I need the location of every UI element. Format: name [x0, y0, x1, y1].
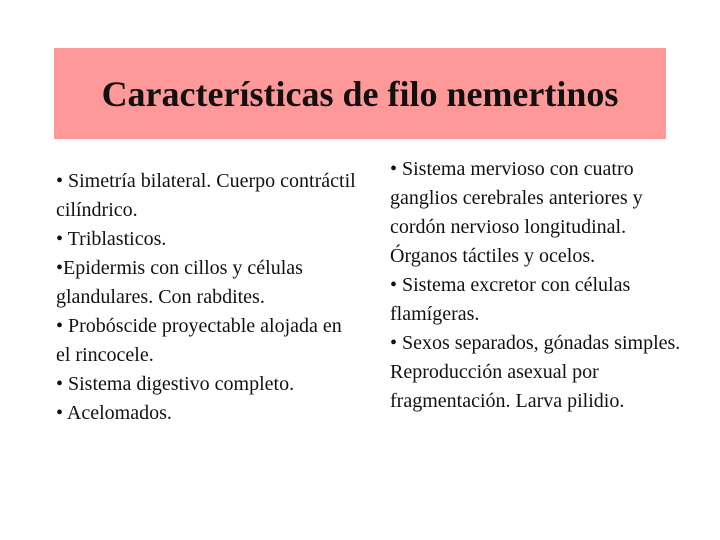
left-bullet-item: • Probóscide proyectable alojada en el rincocele.	[56, 315, 342, 366]
left-bullet-item: • Simetría bilateral. Cuerpo contráctil cilíndrico.	[56, 170, 356, 221]
right-bullet-item: • Sistema excretor con células flamígeras.	[390, 274, 631, 325]
left-bullet-item: • Acelomados.	[56, 402, 172, 424]
left-bullet-item: • Sistema digestivo completo.	[56, 373, 295, 395]
right-column	[390, 155, 690, 416]
slide-title: Características de filo nemertinos	[101, 73, 619, 114]
right-bullet-item: • Sexos separados, gónadas simples. Reproducción asexual por fragmentación. Larva pilidio.	[390, 332, 681, 412]
title-band	[54, 48, 666, 139]
left-column	[56, 167, 356, 428]
left-bullet-item: • Triblasticos.	[56, 228, 167, 250]
right-bullet-item: • Sistema mervioso con cuatro ganglios cerebrales anteriores y cordón nervioso longitudinal. Órganos táctiles y ocelos.	[390, 158, 643, 267]
left-bullet-item: •Epidermis con cillos y células glandulares. Con rabdites.	[56, 257, 303, 308]
